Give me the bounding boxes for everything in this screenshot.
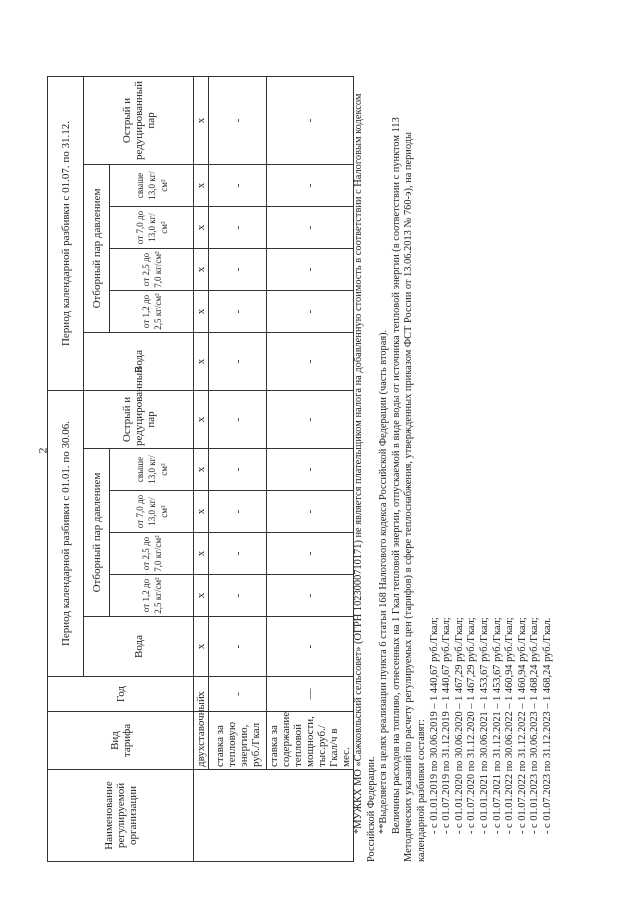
tariff-type-cell: двухставочный bbox=[194, 712, 209, 770]
cell: - bbox=[209, 206, 267, 248]
cell: - bbox=[209, 332, 267, 390]
header-steam-col: свыше 13,0 кг/см² bbox=[110, 449, 194, 491]
cell: - bbox=[267, 575, 354, 617]
cell: - bbox=[209, 76, 267, 164]
list-item: - с 01.01.2023 по 30.06.2023 – 1 468,24 руб./Гкал; bbox=[529, 617, 541, 834]
header-steam-col: от 2,5 до 7,0 кг/см² bbox=[110, 533, 194, 575]
list-item: - с 01.01.2020 по 30.06.2020 – 1 467,29 руб./Гкал; bbox=[453, 617, 465, 834]
table-row bbox=[194, 76, 209, 861]
header-tariff: Вид тарифа bbox=[48, 712, 194, 770]
cell: x bbox=[194, 290, 209, 332]
cell: x bbox=[194, 164, 209, 206]
cell: - bbox=[267, 491, 354, 533]
list-item: - с 01.01.2022 по 30.06.2022 – 1 460,94 руб./Гкал; bbox=[504, 617, 516, 834]
header-steam-2: Отборный пар давлением bbox=[84, 164, 110, 332]
cell: - bbox=[267, 290, 354, 332]
cell: x bbox=[194, 390, 209, 448]
header-org: Наименование регулируемой организации bbox=[48, 770, 194, 862]
cell: - bbox=[209, 575, 267, 617]
cell: x bbox=[194, 575, 209, 617]
cell: - bbox=[209, 248, 267, 290]
cell: - bbox=[209, 491, 267, 533]
cell: x bbox=[194, 76, 209, 164]
cell: - bbox=[267, 533, 354, 575]
period-list bbox=[429, 77, 555, 862]
tariff-table bbox=[47, 76, 354, 862]
tariff-type-cell: ставка за содержание тепловой мощности, тыс.руб./Гкал/ч в мес. bbox=[267, 712, 354, 770]
header-steam-col: свыше 13,0 кг/см² bbox=[110, 164, 194, 206]
header-period-2: Период календарной разбивки с 01.07. по 31.12. bbox=[48, 76, 84, 390]
cell: x bbox=[194, 533, 209, 575]
footnote-1: *МУЖКХ МО «Сажковльский сельсовет» (ОГРН 1023000710171) не является плательщиком налога на добавленную стоимость в соответствии с Налоговым кодексом Российской Федерации. bbox=[353, 93, 377, 862]
header-water-1: Вода bbox=[84, 617, 194, 677]
cell: - bbox=[209, 617, 267, 677]
list-item: - с 01.07.2023 по 31.12.2023 – 1 468,24 руб./Гкал. bbox=[541, 617, 553, 834]
table-row bbox=[209, 76, 267, 861]
org-cell bbox=[194, 770, 354, 862]
cell: - bbox=[267, 248, 354, 290]
header-sharp-1: Острый и редуцированный пар bbox=[84, 390, 194, 448]
header-steam-col: от 7,0 до 13,0 кг/см² bbox=[110, 206, 194, 248]
cell: — bbox=[267, 677, 354, 712]
list-item: - с 01.07.2022 по 31.12.2022 – 1 460,94 руб./Гкал; bbox=[516, 617, 528, 834]
cell: x bbox=[194, 491, 209, 533]
list-item: - с 01.01.2019 по 30.06.2019 – 1 440,67 руб./Гкал; bbox=[428, 617, 440, 834]
cell: - bbox=[209, 677, 267, 712]
cell: - bbox=[267, 206, 354, 248]
header-steam-col: от 1,2 до 2,5 кг/см² bbox=[110, 290, 194, 332]
header-steam-col: от 2,5 до 7,0 кг/см² bbox=[110, 248, 194, 290]
cell: - bbox=[209, 290, 267, 332]
cell: x bbox=[194, 248, 209, 290]
list-item: - с 01.07.2020 по 31.12.2020 – 1 467,29 руб./Гкал; bbox=[466, 617, 478, 834]
page-number: 2 bbox=[35, 447, 50, 454]
cell: - bbox=[267, 76, 354, 164]
rotated-page-content bbox=[35, 32, 605, 862]
cell: - bbox=[267, 390, 354, 448]
header-water-2: Вода bbox=[84, 332, 194, 390]
header-year: Год bbox=[48, 677, 194, 712]
list-item: - с 01.07.2019 по 31.12.2019 – 1 440,67 руб./Гкал; bbox=[441, 617, 453, 834]
header-steam-1: Отборный пар давлением bbox=[84, 449, 110, 617]
cell: - bbox=[209, 449, 267, 491]
cell: - bbox=[267, 617, 354, 677]
cell: x bbox=[194, 449, 209, 491]
cell: - bbox=[209, 390, 267, 448]
cell: - bbox=[267, 164, 354, 206]
footnote-2: **Выделяется в целях реализации пункта 6 статьи 168 Налогового кодекса Российской Федерации (часть вторая). bbox=[378, 329, 390, 834]
fuel-cost-paragraph: Величины расходов на топливо, отнесенных на 1 Гкал тепловой энергии, отпускаемой в виде воды от источника тепловой энергии (в соответствии с пунктом 113 Методических указаний по расчету регулируемых цен (тарифов) в сфере теплоснабжения, утвержденных приказом ФСТ России от 13.06.2013 № 760-э), на периоды календарной разбивки составят: bbox=[390, 117, 427, 862]
header-sharp-2: Острый и редуцированный пар bbox=[84, 76, 194, 164]
table-row bbox=[267, 76, 354, 861]
cell: - bbox=[267, 332, 354, 390]
cell: x bbox=[194, 332, 209, 390]
cell: x bbox=[194, 617, 209, 677]
list-item: - с 01.07.2021 по 31.12.2021 – 1 453,67 руб./Гкал; bbox=[491, 617, 503, 834]
footnotes bbox=[353, 77, 555, 862]
cell: - bbox=[267, 449, 354, 491]
cell: x bbox=[194, 206, 209, 248]
cell: - bbox=[209, 533, 267, 575]
header-steam-col: от 7,0 до 13,0 кг/см² bbox=[110, 491, 194, 533]
cell: x bbox=[194, 677, 209, 712]
header-period-1: Период календарной разбивки с 01.01. по 30.06. bbox=[48, 390, 84, 676]
cell: - bbox=[209, 164, 267, 206]
list-item: - с 01.01.2021 по 30.06.2021 – 1 453,67 руб./Гкал; bbox=[478, 617, 490, 834]
tariff-type-cell: ставка за тепловую энергию, руб./Гкал bbox=[209, 712, 267, 770]
header-steam-col: от 1,2 до 2,5 кг/см² bbox=[110, 575, 194, 617]
